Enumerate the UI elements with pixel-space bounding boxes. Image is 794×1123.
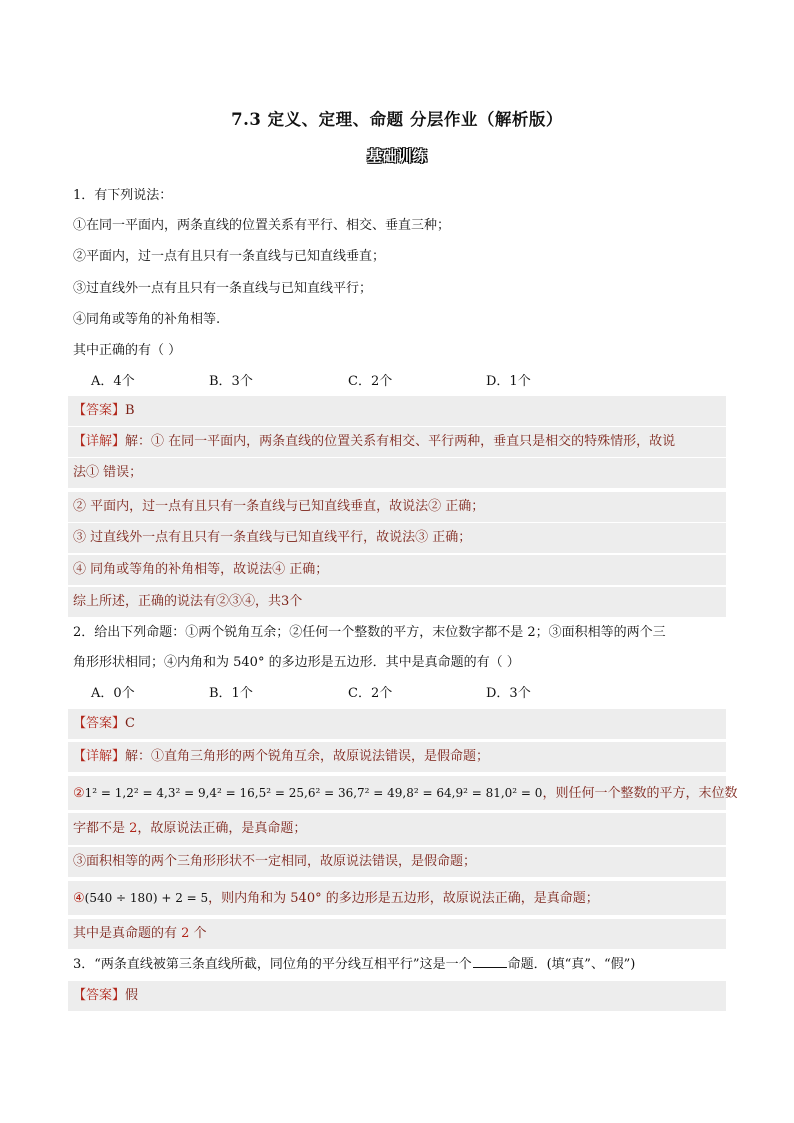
q1-item-2: ②平面内，过一点有且只有一条直线与已知直线垂直； [73,249,386,264]
q1-item-1: ①在同一平面内，两条直线的位置关系有平行、相交、垂直三种； [73,218,451,233]
section-heading: 基础训练 [366,147,427,165]
q1-answer: 【答案】B [68,396,726,426]
q2-answer: 【答案】C [68,709,726,739]
q3-stem: 3．“两条直线被第三条直线所截，同位角的平分线互相平行”这是一个 命题．(填“真”、“假”) [73,957,636,972]
q1-explain-1: 【详解】解：① 在同一平面内，两条直线的位置关系有相交、平行两种，垂直只是相交的特殊情形，故说 [68,427,726,457]
q2-option-d: D．3个 [486,686,531,701]
q1-options [0,372,794,392]
q2-explain-6: 其中是真命题的有 2 个 [68,919,726,949]
page-title: 7.3 定义、定理、命题 分层作业（解析版） [231,110,563,129]
q1-explain-5: ④ 同角或等角的补角相等，故说法④ 正确； [68,555,726,585]
q1-explain-6: 综上所述，正确的说法有②③④，共3个 [68,587,726,617]
q2-stem-2: 角形形状相同；④内角和为 540° 的多边形是五边形．其中是真命题的有（ ） [73,655,520,670]
q2-explain-3: 字都不是 2，故原说法正确，是真命题； [68,813,726,845]
q1-option-b: B．3个 [209,374,253,389]
q3-answer: 【答案】假 [68,981,726,1011]
q2-options [0,684,794,704]
answer-blank [473,955,507,968]
q2-explain-5: ④(540 ÷ 180) + 2 = 5，则内角和为 540° 的多边形是五边形，故原说法正确，是真命题； [68,881,726,915]
q2-option-a: A．0个 [91,686,135,701]
q1-item-4: ④同角或等角的补角相等. [73,312,221,327]
q1-option-d: D．1个 [486,374,531,389]
q2-explain-2: ②1² = 1,2² = 4,3² = 9,4² = 16,5² = 25,6² = 36,7² = 49,8² = 64,9² = 81,0² = 0，则任何一个整数的平方，末位数 [68,776,726,810]
q1-option-c: C．2个 [348,374,393,389]
q2-explain-4: ③面积相等的两个三角形形状不一定相同，故原说法错误，是假命题； [68,847,726,877]
angle-sum-formula: (540 ÷ 180) + 2 = 5 [84,891,209,905]
square-table-formula: 1² = 1,2² = 4,3² = 9,4² = 16,5² = 25,6² = 36,7² = 49,8² = 64,9² = 81,0² = 0 [84,786,543,800]
q1-explain-3: ② 平面内，过一点有且只有一条直线与已知直线垂直，故说法② 正确； [68,492,726,522]
q2-option-c: C．2个 [348,686,393,701]
q1-explain-2: 法① 错误； [68,458,726,488]
q1-prompt: 其中正确的有（ ） [73,343,182,358]
q2-stem-1: 2．给出下列命题：①两个锐角互余；②任何一个整数的平方，末位数字都不是 2；③面积相等的两个三 [73,625,666,640]
q1-stem: 1．有下列说法： [73,188,173,203]
q2-explain-1: 【详解】解：①直角三角形的两个锐角互余，故原说法错误，是假命题； [68,742,726,772]
q1-option-a: A．4个 [91,374,135,389]
q1-item-3: ③过直线外一点有且只有一条直线与已知直线平行； [73,281,373,296]
q2-option-b: B．1个 [209,686,253,701]
q1-explain-4: ③ 过直线外一点有且只有一条直线与已知直线平行，故说法③ 正确； [68,523,726,553]
